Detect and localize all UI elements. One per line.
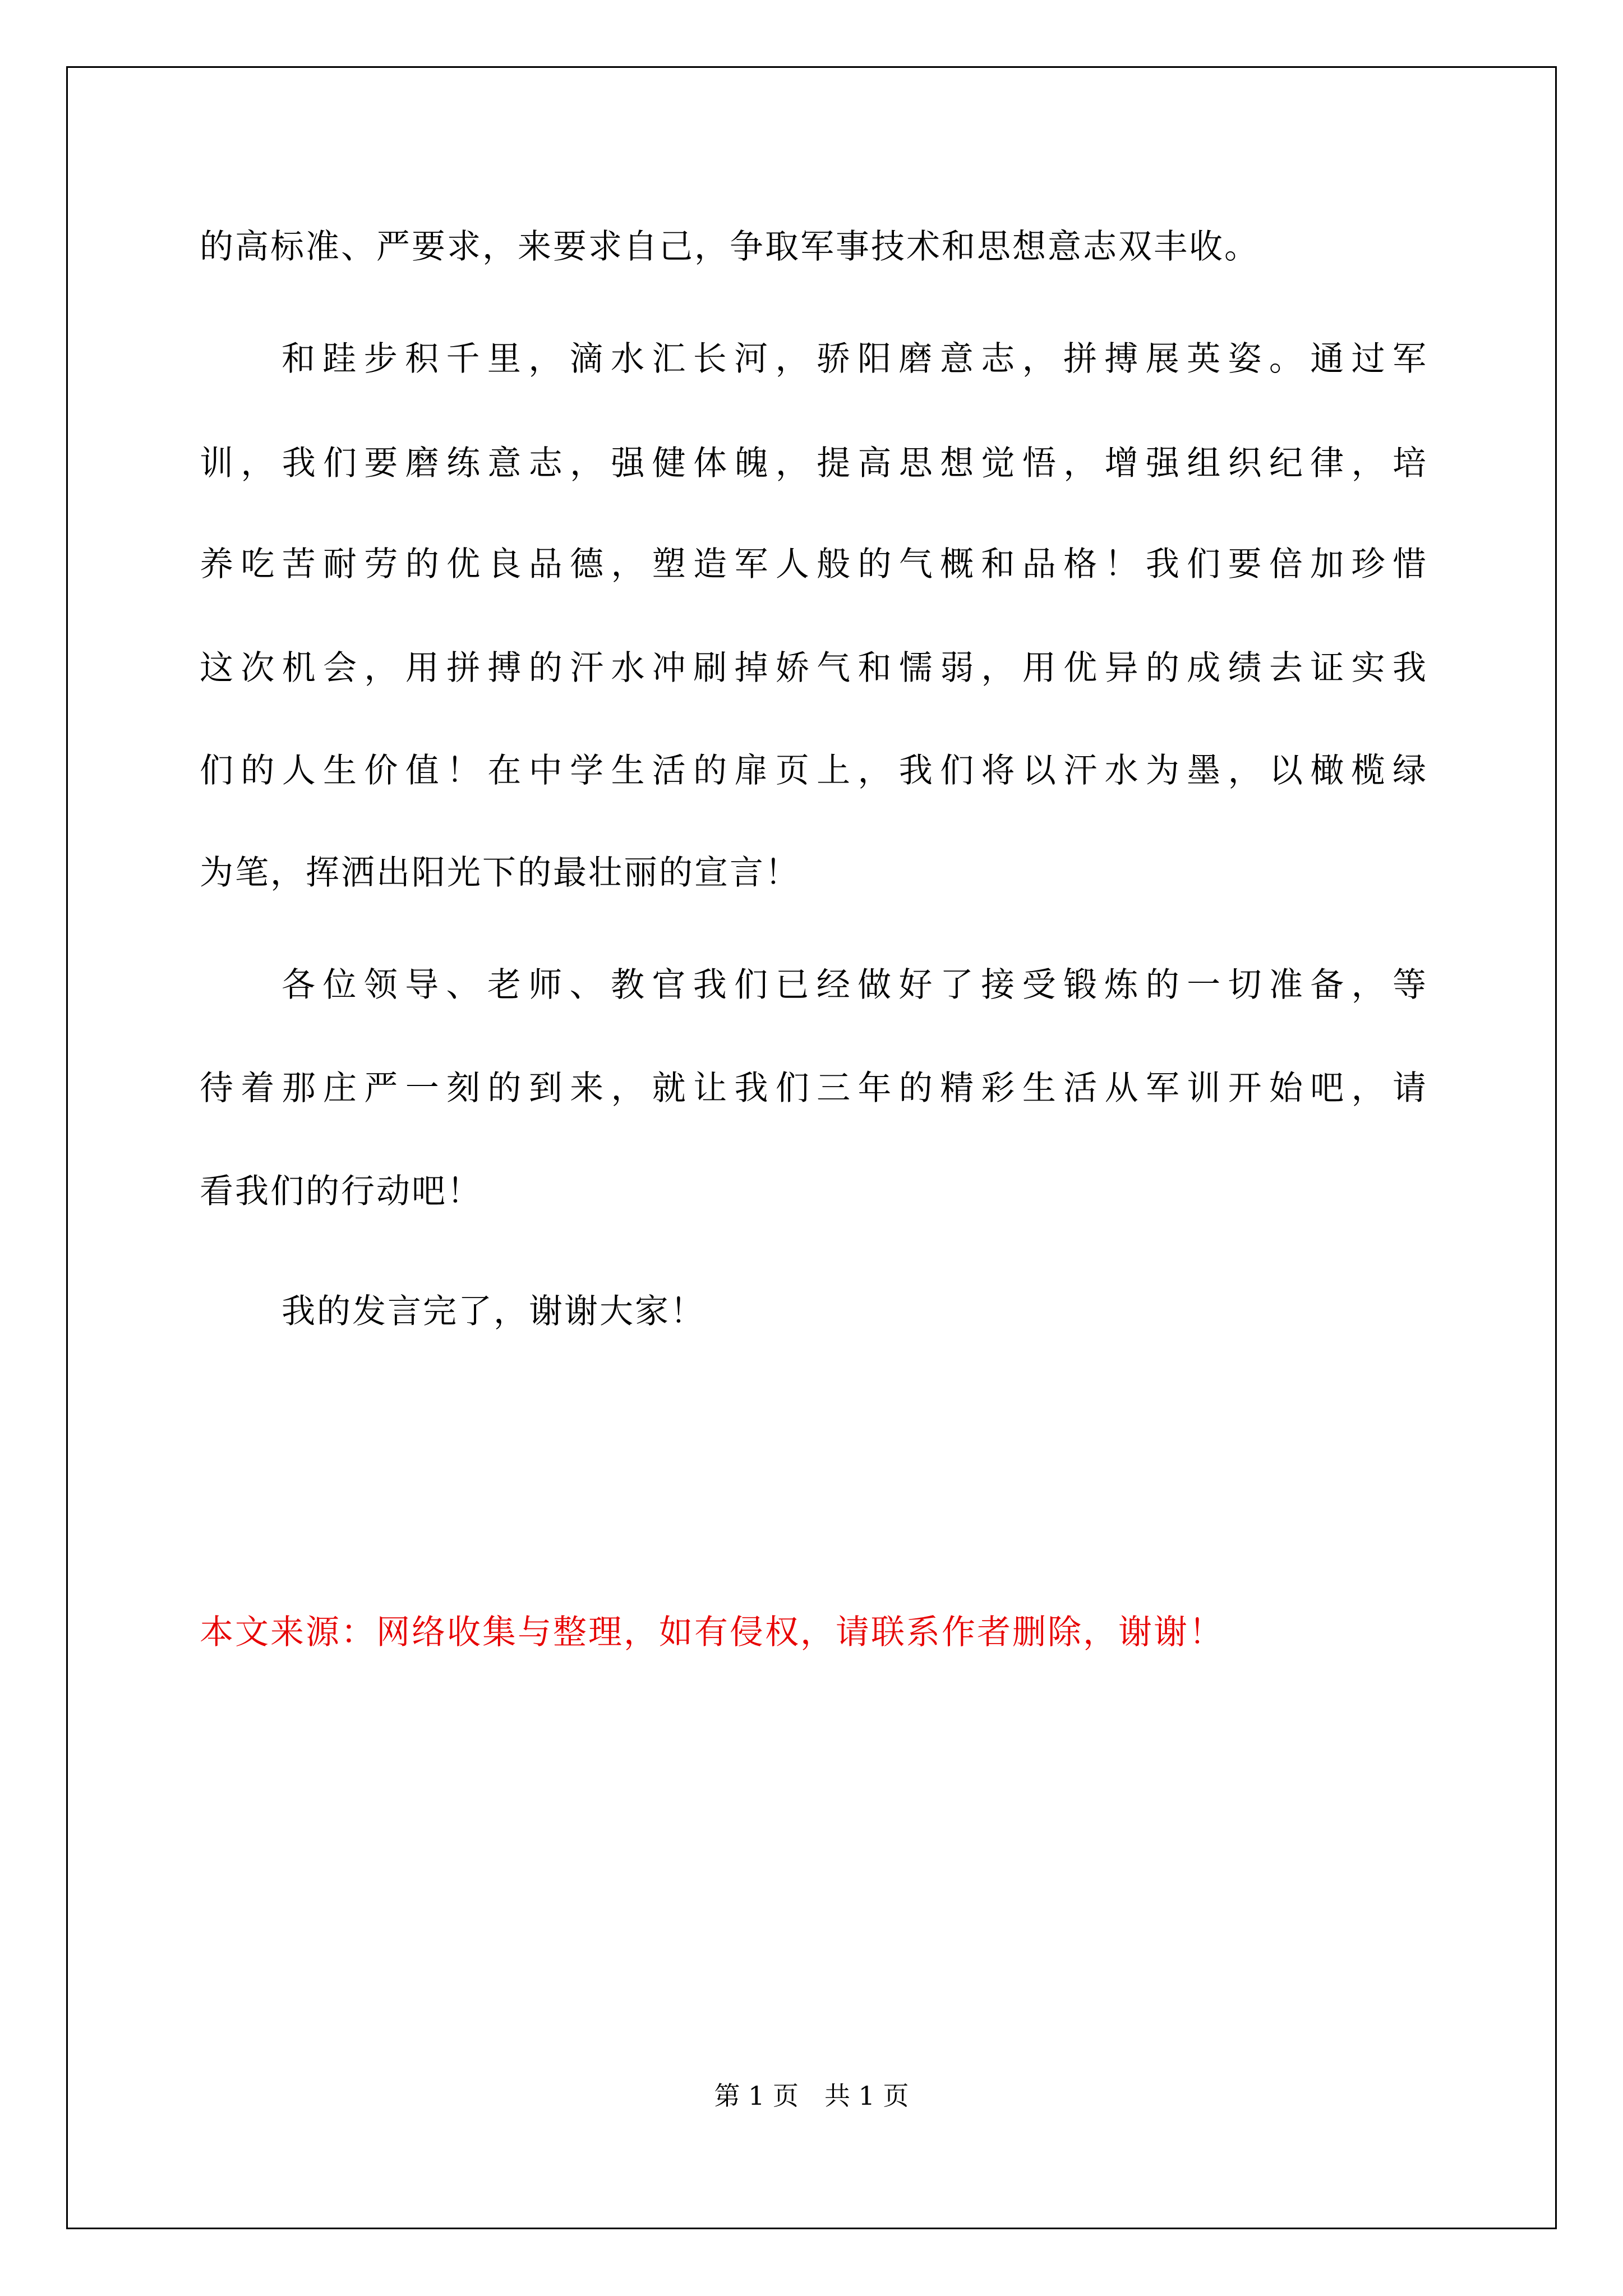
- body-line: 们的人生价值！在中学生活的扉页上，我们将以汗水为墨，以橄榄绿: [200, 751, 1428, 790]
- page-number: 第 1 页 共 1 页: [714, 2081, 909, 2111]
- page-border: [66, 66, 1557, 2229]
- body-line: 待着那庄严一刻的到来，就让我们三年的精彩生活从军训开始吧，请: [200, 1069, 1428, 1108]
- body-line: 我的发言完了，谢谢大家！: [282, 1292, 706, 1331]
- body-line: 养吃苦耐劳的优良品德，塑造军人般的气概和品格！我们要倍加珍惜: [200, 545, 1428, 584]
- body-line: 为笔，挥洒出阳光下的最壮丽的宣言！: [200, 853, 800, 892]
- body-line: 各位领导、老师、教官我们已经做好了接受锻炼的一切准备，等: [282, 965, 1428, 1005]
- body-line: 和跬步积千里，滴水汇长河，骄阳磨意志，拼搏展英姿。通过军: [282, 339, 1428, 379]
- body-line: 训，我们要磨练意志，强健体魄，提高思想觉悟，增强组织纪律，培: [200, 444, 1428, 483]
- body-line: 这次机会，用拼搏的汗水冲刷掉娇气和懦弱，用优异的成绩去证实我: [200, 648, 1428, 688]
- body-line: 的高标准、严要求，来要求自己，争取军事技术和思想意志双丰收。: [200, 227, 1260, 266]
- source-note: 本文来源：网络收集与整理，如有侵权，请联系作者删除，谢谢！: [200, 1613, 1224, 1652]
- body-line: 看我们的行动吧！: [200, 1172, 482, 1211]
